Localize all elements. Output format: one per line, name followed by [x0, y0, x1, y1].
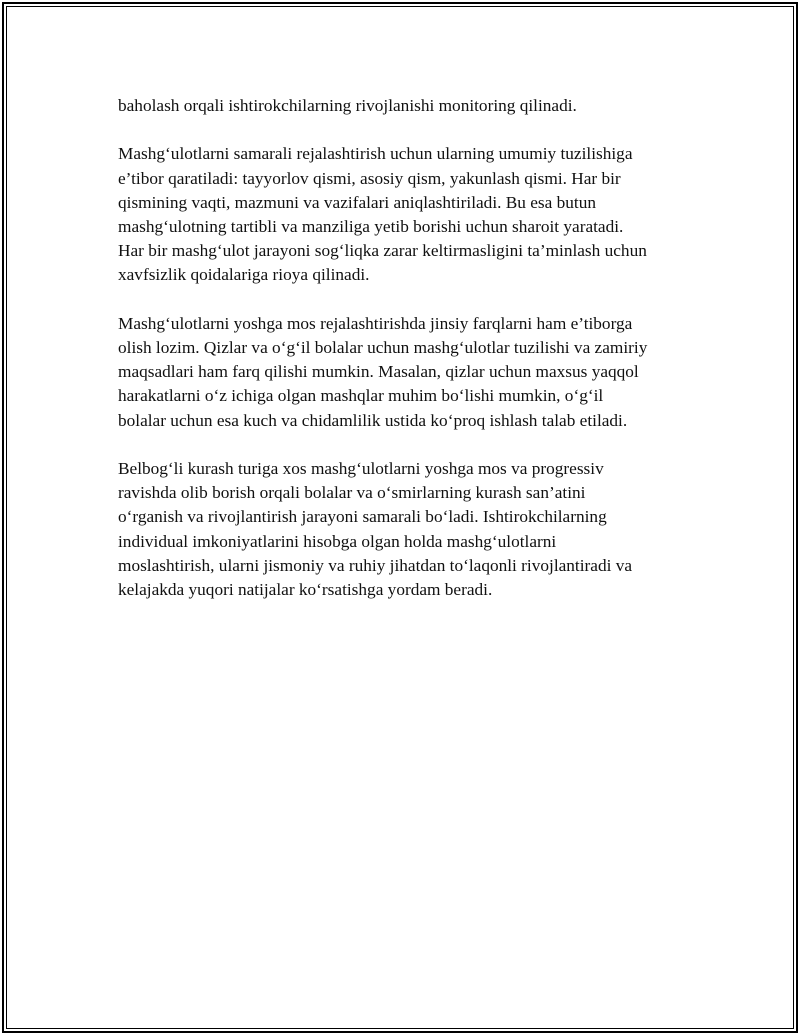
text-line: ravishda olib borish orqali bolalar va o‘smirlarning kurash san’atini: [118, 483, 586, 503]
text-line: o‘rganish va rivojlantirish jarayoni samarali bo‘ladi. Ishtirokchilarning: [118, 507, 607, 527]
text-line: Mashg‘ulotlarni yoshga mos rejalashtirishda jinsiy farqlarni ham e’tiborga: [118, 313, 633, 333]
text-line: moslashtirish, ularni jismoniy va ruhiy jihatdan to‘laqonli rivojlantiradi va: [118, 555, 633, 575]
paragraph-2: [118, 142, 698, 287]
paragraph-4: [118, 457, 698, 602]
text-line: olish lozim. Qizlar va o‘g‘il bolalar uchun mashg‘ulotlar tuzilishi va zamiriy: [118, 338, 648, 357]
text-line: kelajakda yuqori natijalar ko‘rsatishga yordam beradi.: [118, 580, 493, 600]
text-line: harakatlarni o‘z ichiga olgan mashqlar muhim bo‘lishi mumkin, o‘g‘il: [118, 386, 604, 406]
paragraph-3: [118, 312, 698, 433]
text-line: Har bir mashg‘ulot jarayoni sog‘liqka zarar keltirmasligini ta’minlash uchun: [118, 241, 647, 261]
text-line: Mashg‘ulotlarni samarali rejalashtirish uchun ularning umumiy tuzilishiga: [118, 144, 633, 164]
text-line: bolalar uchun esa kuch va chidamlilik ustida ko‘proq ishlash talab etiladi.: [118, 410, 628, 430]
text-line: Belbog‘li kurash turiga xos mashg‘ulotlarni yoshga mos va progressiv: [118, 459, 604, 478]
text-line: mashg‘ulotning tartibli va manziliga yetib borishi uchun sharoit yaratadi.: [118, 217, 624, 236]
paragraph-1: [118, 94, 698, 118]
text-line: qismining vaqti, mazmuni va vazifalari aniqlashtiriladi. Bu esa butun: [118, 192, 597, 212]
text-line: xavfsizlik qoidalariga rioya qilinadi.: [118, 265, 370, 285]
text-line: individual imkoniyatlarini hisobga olgan holda mashg‘ulotlarni: [118, 531, 557, 551]
text-line: maqsadlari ham farq qilishi mumkin. Masalan, qizlar uchun maxsus yaqqol: [118, 362, 639, 382]
text-line: e’tibor qaratiladi: tayyorlov qismi, asosiy qism, yakunlash qismi. Har bir: [118, 168, 621, 188]
text-line: baholash orqali ishtirokchilarning rivojlanishi monitoring qilinadi.: [118, 96, 577, 115]
document-body: [118, 94, 698, 626]
